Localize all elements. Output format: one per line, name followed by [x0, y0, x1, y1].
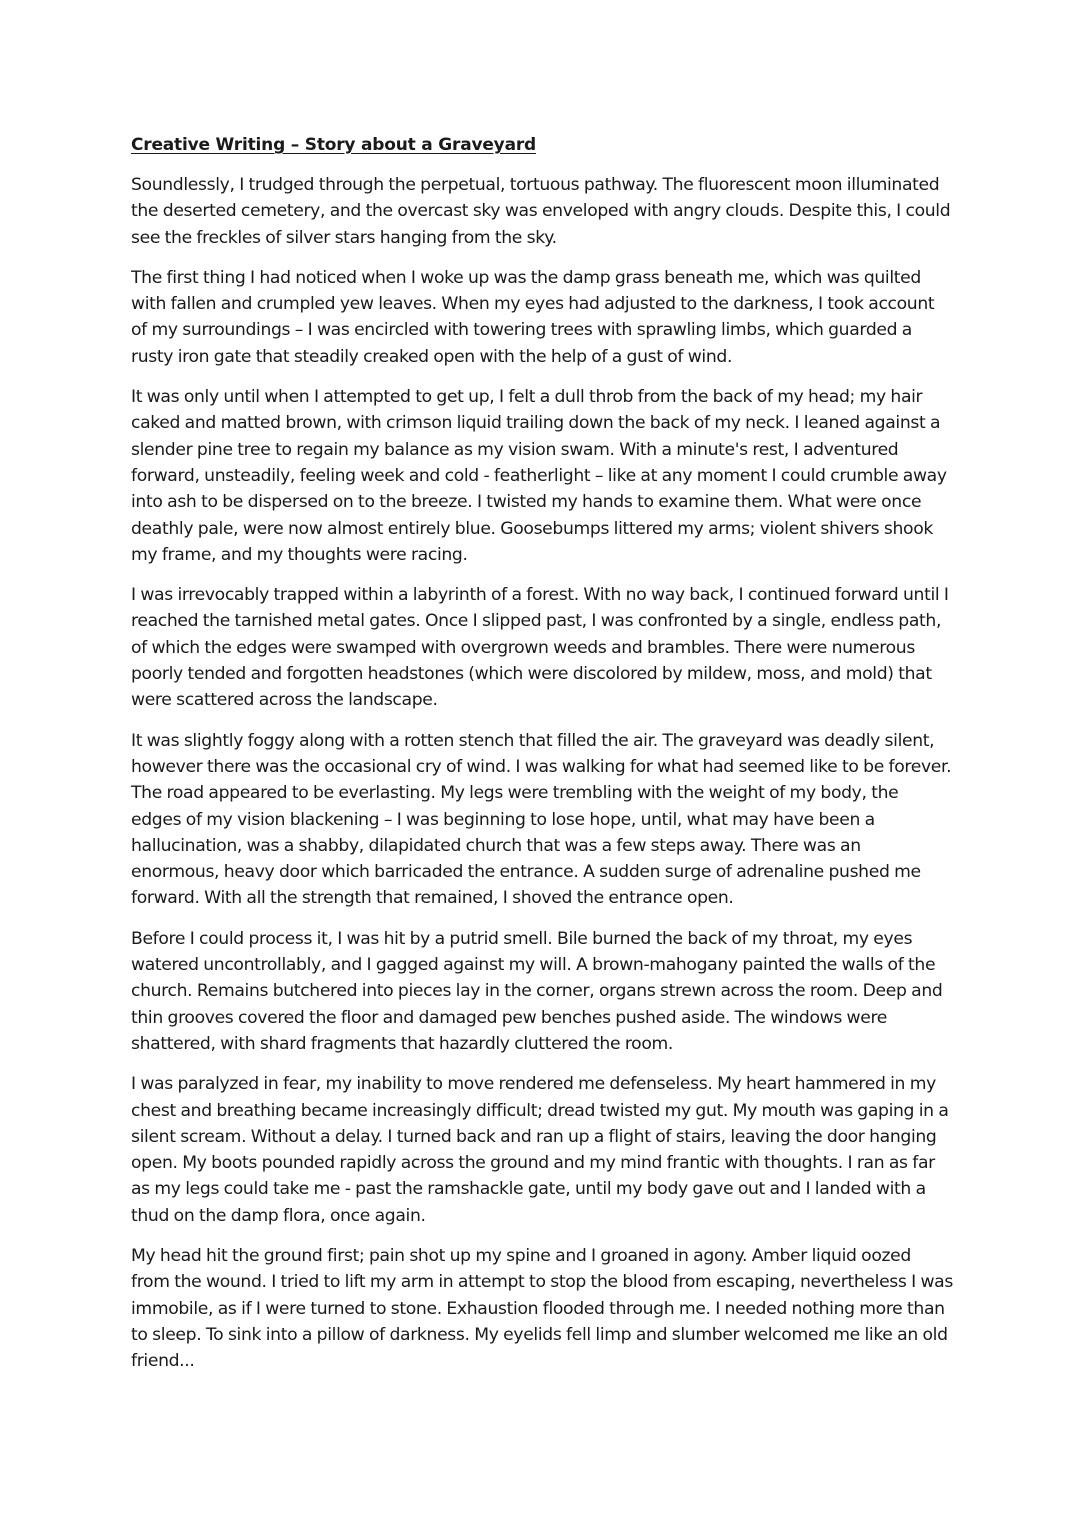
paragraph: The first thing I had noticed when I woke up was the damp grass beneath me, which was quilted with fallen and crumpled yew leaves. When my eyes had adjusted to the darkness, I took account of my surroundings – I was encircled with towering trees with sprawling limbs, which guarded a rusty iron gate that steadily creaked open with the help of a gust of wind.	[131, 267, 935, 367]
document-page	[131, 132, 953, 1388]
paragraph: Before I could process it, I was hit by a putrid smell. Bile burned the back of my throat, my eyes watered uncontrollably, and I gagged against my will. A brown-mahogany painted the walls of the church. Remains butchered into pieces lay in the corner, organs strewn across the room. Deep and thin grooves covered the floor and damaged pew benches pushed aside. The windows were shattered, with shard fragments that hazardly cluttered the room.	[131, 928, 943, 1054]
paragraph: I was irrevocably trapped within a labyrinth of a forest. With no way back, I continued forward until I reached the tarnished metal gates. Once I slipped past, I was confronted by a single, endless path, of which the edges were swamped with overgrown weeds and brambles. There were numerous poorly tended and forgotten headstones (which were discolored by mildew, moss, and mold) that were scattered across the landscape.	[131, 585, 949, 711]
paragraph: Soundlessly, I trudged through the perpetual, tortuous pathway. The fluorescent moon illuminated the deserted cemetery, and the overcast sky was enveloped with angry clouds. Despite this, I could see the freckles of silver stars hanging from the sky.	[131, 175, 951, 248]
paragraph: My head hit the ground first; pain shot up my spine and I groaned in agony. Amber liquid oozed from the wound. I tried to lift my arm in attempt to stop the blood from escaping, nevertheless I was immobile, as if I were turned to stone. Exhaustion flooded through me. I needed nothing more than to sleep. To sink into a pillow of darkness. My eyelids fell limp and slumber welcomed me like an old friend...	[131, 1245, 953, 1372]
document-title: Creative Writing – Story about a Graveyard	[131, 135, 536, 155]
paragraph: It was slightly foggy along with a rotten stench that filled the air. The graveyard was deadly silent, however there was the occasional cry of wind. I was walking for what had seemed like to be forever. The road appeared to be everlasting. My legs were trembling with the weight of my body, the edges of my vision blackening – I was beginning to lose hope, until, what may have been a hallucination, was a shabby, dilapidated church that was a few steps away. There was an enormous, heavy door which barricaded the entrance. A sudden surge of adrenaline pushed me forward. With all the strength that remained, I shoved the entrance open.	[131, 730, 952, 909]
paragraph: I was paralyzed in fear, my inability to move rendered me defenseless. My heart hammered in my chest and breathing became increasingly difficult; dread twisted my gut. My mouth was gaping in a silent scream. Without a delay. I turned back and ran up a flight of stairs, leaving the door hanging open. My boots pounded rapidly across the ground and my mind frantic with thoughts. I ran as far as my legs could take me - past the ramshackle gate, until my body gave out and I landed with a thud on the damp flora, once again.	[131, 1074, 949, 1226]
paragraph: It was only until when I attempted to get up, I felt a dull throb from the back of my head; my hair caked and matted brown, with crimson liquid trailing down the back of my neck. I leaned against a slender pine tree to regain my balance as my vision swam. With a minute's rest, I adventured forward, unsteadily, feeling week and cold - featherlight – like at any moment I could crumble away into ash to be dispersed on to the breeze. I twisted my hands to examine them. What were once deathly pale, were now almost entirely blue. Goosebumps littered my arms; violent shivers shook my frame, and my thoughts were racing.	[131, 387, 947, 565]
